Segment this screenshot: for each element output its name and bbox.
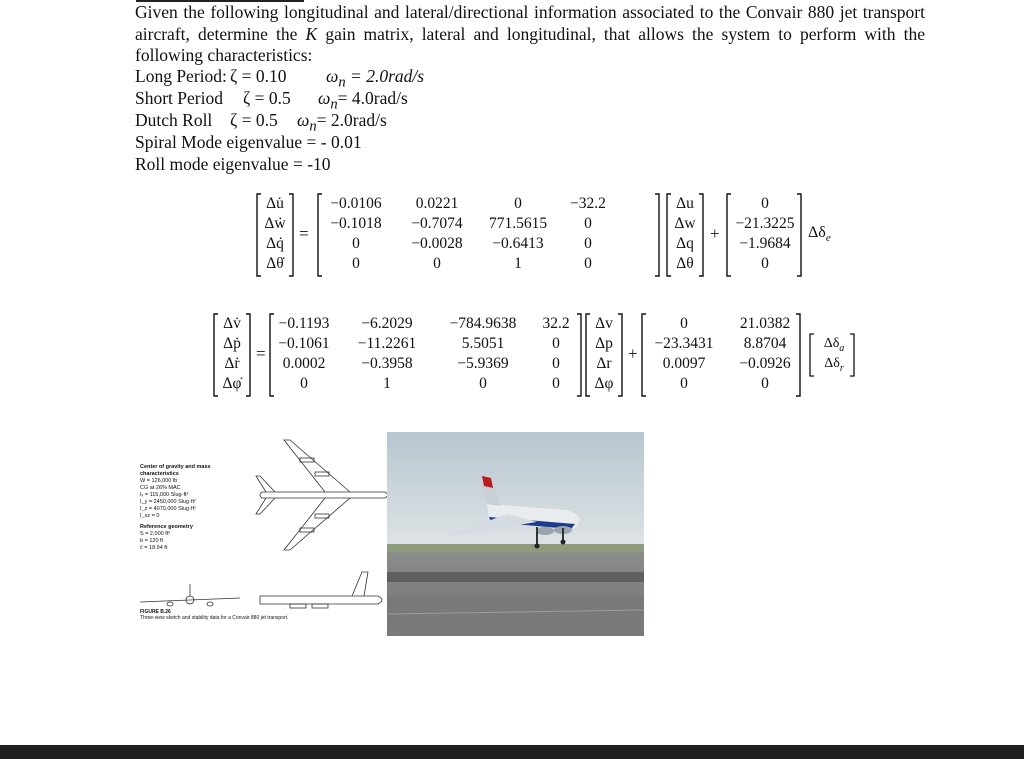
matrix-a-column (481, 194, 555, 274)
matrix-cell: −0.6413 (492, 235, 544, 252)
bottom-bar (0, 745, 1024, 759)
mode-label: Long Period: (135, 66, 227, 86)
plan-view (256, 440, 388, 550)
aircraft-drawing (140, 432, 388, 612)
matrix-cell: 0.0221 (415, 195, 459, 212)
elevator-input (808, 223, 831, 248)
vector-entry: Δq (676, 235, 694, 252)
matrix-cell: 0 (552, 355, 560, 372)
vector-entry: Δp (595, 335, 613, 352)
matrix-b-column (728, 314, 802, 394)
matrix-cell: 0 (761, 375, 769, 392)
input-symbol: Δδ (808, 224, 826, 241)
matrix-cell: 0 (352, 235, 360, 252)
omega-symbol: ω (297, 110, 310, 130)
matrix-b (729, 194, 801, 274)
state-derivative-vector (218, 314, 246, 394)
vector-entry: Δφ (594, 375, 614, 392)
ref-item: c̄ = 18.94 ft (140, 545, 168, 551)
input-symbol: Δδ (823, 336, 840, 351)
matrix-cell: 0 (584, 235, 592, 252)
matrix-cell: −23.3431 (654, 335, 714, 352)
matrix-cell: −784.9638 (449, 315, 517, 332)
matrix-a-column (272, 314, 336, 394)
matrix-cell: 0 (584, 215, 592, 232)
matrix-cell: −0.0106 (330, 195, 382, 212)
cg-item: I_xz = 0 (140, 513, 160, 519)
vector-entry: Δw (674, 215, 696, 232)
matrix-cell: −0.7074 (411, 215, 463, 232)
intro-text: Given the following longitudinal and lateral/directional information associated to the Convair 880 jet transport aircraft, determine the (135, 2, 925, 44)
matrix-cell: −0.1193 (278, 315, 330, 332)
input-subscript: a (839, 342, 845, 354)
vector-entry: Δu̇ (266, 195, 284, 212)
ref-item: b = 120 ft (140, 538, 164, 544)
equals-sign: = (299, 224, 309, 243)
matrix-cell: −0.3958 (361, 355, 413, 372)
matrix-cell: 771.5615 (488, 215, 548, 232)
matrix-cell: 0 (514, 195, 522, 212)
damping-value: ζ = 0.5 (230, 110, 278, 130)
mode-label: Short Period (135, 88, 223, 108)
vector-entry: Δθ (676, 255, 694, 272)
cg-item: CG at 26% MAC (140, 485, 181, 491)
matrix-cell: −1.9684 (739, 235, 791, 252)
input-subscript: r (839, 362, 844, 374)
damping-value: ζ = 0.10 (230, 66, 287, 86)
three-view-sketch (140, 432, 388, 632)
side-view (260, 572, 382, 608)
matrix-cell: 0.0097 (662, 355, 706, 372)
ref-title: Reference geometry (140, 524, 193, 530)
matrix-cell: 1 (383, 375, 391, 392)
cg-item: I_z = 4070,000 Slug·ft² (140, 506, 196, 512)
cg-item: Iₓ = 115,000 Slug·ft² (140, 492, 189, 498)
matrix-cell: −0.1061 (278, 335, 330, 352)
vector-entry: Δq̇ (266, 235, 284, 252)
problem-statement (135, 2, 925, 67)
matrix-cell: 0 (584, 255, 592, 272)
state-vector (669, 194, 701, 274)
roll-mode-line: Roll mode eigenvalue = -10 (135, 154, 331, 174)
vector-entry: Δṙ (224, 355, 240, 372)
matrix-cell: 0 (680, 315, 688, 332)
input-vector (811, 334, 857, 374)
cg-title: Center of gravity and mass characteristics (140, 464, 211, 477)
matrix-cell: −32.2 (570, 195, 606, 212)
ref-item: S = 2,000 ft² (140, 531, 171, 537)
omega-symbol: ω (326, 66, 339, 86)
gain-variable: K (305, 23, 318, 44)
matrix-cell: −6.2029 (361, 315, 413, 332)
matrix-a-column (320, 194, 392, 274)
matrix-a-column (438, 314, 528, 394)
intro-text-continued: gain matrix, lateral and longitudinal, that allows the system to perform with the following characteristics: (135, 23, 925, 65)
matrix-cell: 0 (479, 375, 487, 392)
matrix-cell: 32.2 (542, 315, 570, 332)
matrix-cell: 0 (761, 255, 769, 272)
cg-item: W = 126,000 lb (140, 478, 178, 484)
damping-value: ζ = 0.5 (243, 88, 291, 108)
vector-entry: Δṗ (223, 335, 241, 352)
plus-sign: + (628, 344, 638, 363)
vector-entry: Δr (596, 355, 612, 372)
matrix-b-column (644, 314, 724, 394)
matrix-cell: −0.0028 (411, 235, 463, 252)
plus-sign: + (710, 224, 720, 243)
matrix-cell: 5.5051 (461, 335, 505, 352)
frequency-value: = 2.0rad/s (345, 66, 425, 86)
matrix-cell: 0 (433, 255, 441, 272)
vector-entry: Δθ̇ (266, 255, 284, 272)
matrix-cell: 1 (514, 255, 522, 272)
matrix-cell: 0 (552, 335, 560, 352)
omega-symbol: ω (318, 88, 331, 108)
aircraft-photo (387, 432, 644, 636)
omega-subscript: n (330, 96, 338, 113)
vector-entry: Δẇ (264, 215, 286, 232)
spiral-mode-line: Spiral Mode eigenvalue = - 0.01 (135, 132, 362, 152)
vector-entry: Δv (595, 315, 613, 332)
caption-text: Three-view sketch and stability data for a Convair 880 jet transport. (140, 615, 289, 621)
matrix-cell: −0.1018 (330, 215, 382, 232)
matrix-cell: −21.3225 (735, 215, 795, 232)
matrix-cell: −0.0926 (739, 355, 791, 372)
matrix-a-column (342, 314, 432, 394)
input-symbol: Δδ (824, 356, 840, 371)
matrix-cell: 0 (352, 255, 360, 272)
matrix-a-column (534, 314, 578, 394)
vector-entry: Δφ̇ (222, 375, 242, 392)
matrix-a-column (563, 194, 613, 274)
cg-item: I_y = 2450,000 Slug·ft² (140, 499, 196, 505)
vector-entry: Δu (676, 195, 694, 212)
state-derivative-vector (261, 194, 289, 274)
matrix-cell: 8.8704 (743, 335, 787, 352)
figure-caption (140, 609, 288, 621)
matrix-cell: −11.2261 (357, 335, 417, 352)
frequency-value: = 4.0rad/s (337, 88, 408, 108)
matrix-cell: −5.9369 (457, 355, 509, 372)
mode-label: Dutch Roll (135, 110, 213, 130)
caption-title: FIGURE B.26 (140, 609, 171, 615)
omega-subscript: n (338, 74, 346, 91)
matrix-cell: 0 (680, 375, 688, 392)
front-view (140, 584, 240, 606)
matrix-cell: 0 (552, 375, 560, 392)
vector-entry: Δv̇ (223, 315, 241, 332)
input-subscript: e (825, 232, 831, 245)
matrix-cell: 0 (761, 195, 769, 212)
state-vector (588, 314, 620, 394)
omega-subscript: n (309, 118, 317, 135)
matrix-cell: 0 (300, 375, 308, 392)
matrix-cell: 21.0382 (739, 315, 791, 332)
frequency-value: = 2.0rad/s (316, 110, 387, 130)
matrix-a-column (398, 194, 476, 274)
equals-sign: = (256, 344, 266, 363)
matrix-cell: 0.0002 (282, 355, 326, 372)
